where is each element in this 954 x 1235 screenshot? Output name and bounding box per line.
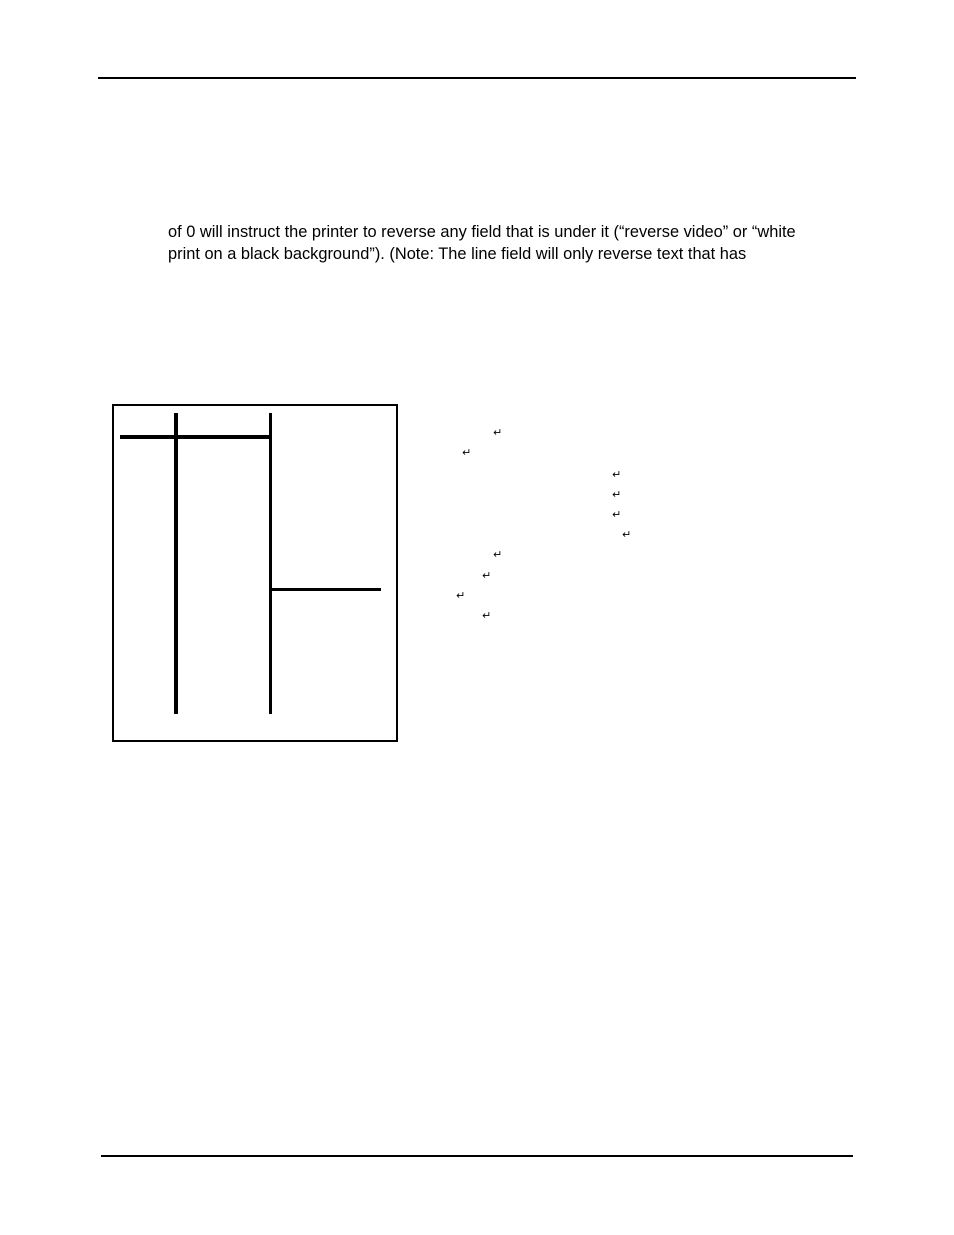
- line-field-diagram: [112, 404, 398, 742]
- horizontal-line-right: [271, 588, 381, 591]
- carriage-return-icon: ↵: [482, 569, 492, 582]
- carriage-return-icon: ↵: [482, 609, 492, 622]
- horizontal-line-top: [120, 435, 269, 439]
- carriage-return-icon: ↵: [462, 446, 472, 459]
- carriage-return-icon: ↵: [493, 548, 503, 561]
- vertical-line-left: [174, 413, 178, 714]
- paragraph-line: print on a black background”). (Note: The line field will only reverse text that has: [168, 245, 747, 263]
- carriage-return-icon: ↵: [612, 468, 622, 481]
- header-rule: [98, 77, 856, 79]
- vertical-line-right: [269, 413, 272, 714]
- footer-rule: [101, 1155, 853, 1157]
- body-paragraph: [168, 221, 848, 265]
- carriage-return-icon: ↵: [612, 488, 622, 501]
- carriage-return-icon: ↵: [493, 426, 503, 439]
- paragraph-line: of 0 will instruct the printer to reverse any field that is under it (“reverse video” or “white: [168, 223, 796, 241]
- carriage-return-icon: ↵: [612, 508, 622, 521]
- carriage-return-icon: ↵: [456, 589, 466, 602]
- carriage-return-icon: ↵: [622, 528, 632, 541]
